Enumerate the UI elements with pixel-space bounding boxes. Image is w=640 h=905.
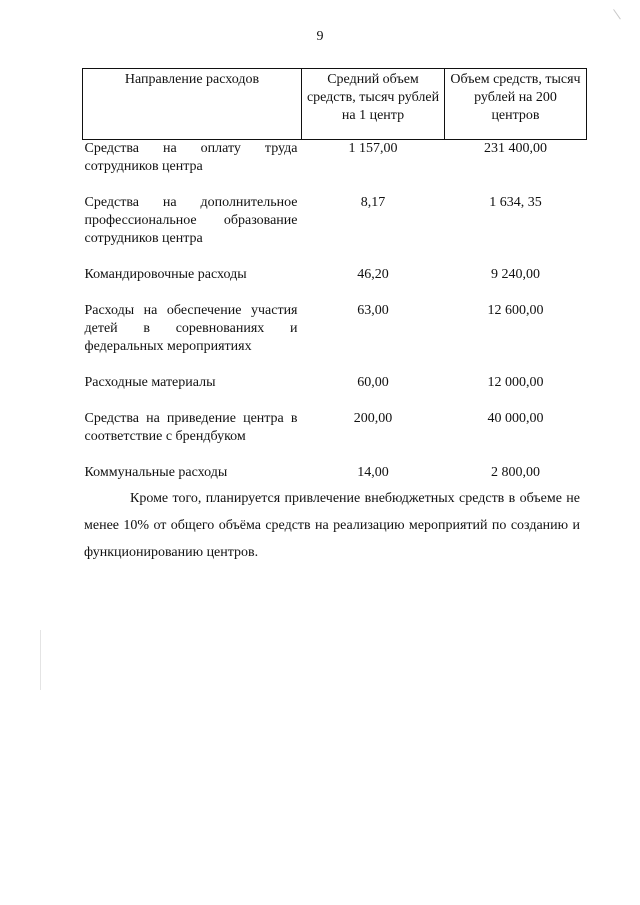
row-per-center: 63,00: [357, 303, 389, 318]
table-header-row: [83, 69, 587, 140]
row-name: Командировочные расходы: [84, 267, 247, 282]
row-total: 40 000,00: [487, 411, 544, 426]
row-total: 12 000,00: [487, 375, 544, 390]
row-per-center: 8,17: [360, 195, 386, 210]
row-per-center: 60,00: [357, 375, 389, 390]
page-number: 9: [316, 29, 324, 44]
row-name: Коммунальные расходы: [84, 465, 228, 480]
table-body: [83, 140, 587, 483]
table-row: [83, 140, 587, 195]
row-per-center: 200,00: [353, 411, 393, 426]
row-per-center: 46,20: [357, 267, 389, 282]
row-total: 231 400,00: [484, 141, 547, 156]
row-per-center: 1 157,00: [348, 141, 398, 156]
scan-artifact-line: [40, 630, 41, 690]
row-name: Средства на оплату труда сотрудников центра: [84, 141, 298, 174]
table-row: [83, 194, 587, 266]
extrabudgetary-note: Кроме того, планируется привлечение внебюджетных средств в объеме не менее 10% от общего объёма средств на реализацию мероприятий по созданию и функционированию центров.: [84, 491, 580, 560]
table-row: [83, 464, 587, 482]
header-expense-direction: Направление расходов: [83, 69, 302, 140]
header-avg-per-center: Средний объем средств, тысяч рублей на 1 центр: [302, 69, 445, 140]
table-row: [83, 266, 587, 302]
scan-edge-mark: [608, 9, 621, 23]
header-total-200-centers: Объем средств, тысяч рублей на 200 центров: [445, 69, 587, 140]
table-header: [83, 69, 587, 140]
row-total: 12 600,00: [487, 303, 544, 318]
table-row: [83, 374, 587, 410]
expense-table: [82, 68, 587, 482]
row-name: Средства на дополнительное профессиональное образование сотрудников центра: [84, 195, 298, 246]
row-total: 9 240,00: [491, 267, 540, 282]
row-name: Расходные материалы: [84, 375, 216, 390]
table-row: [83, 302, 587, 374]
table-row: [83, 410, 587, 464]
row-total: 1 634, 35: [489, 195, 542, 210]
row-name: Расходы на обеспечение участия детей в соревнованиях и федеральных мероприятиях: [84, 303, 298, 354]
row-per-center: 14,00: [357, 465, 389, 480]
row-name: Средства на приведение центра в соответствие с брендбуком: [84, 411, 298, 444]
row-total: 2 800,00: [491, 465, 540, 480]
